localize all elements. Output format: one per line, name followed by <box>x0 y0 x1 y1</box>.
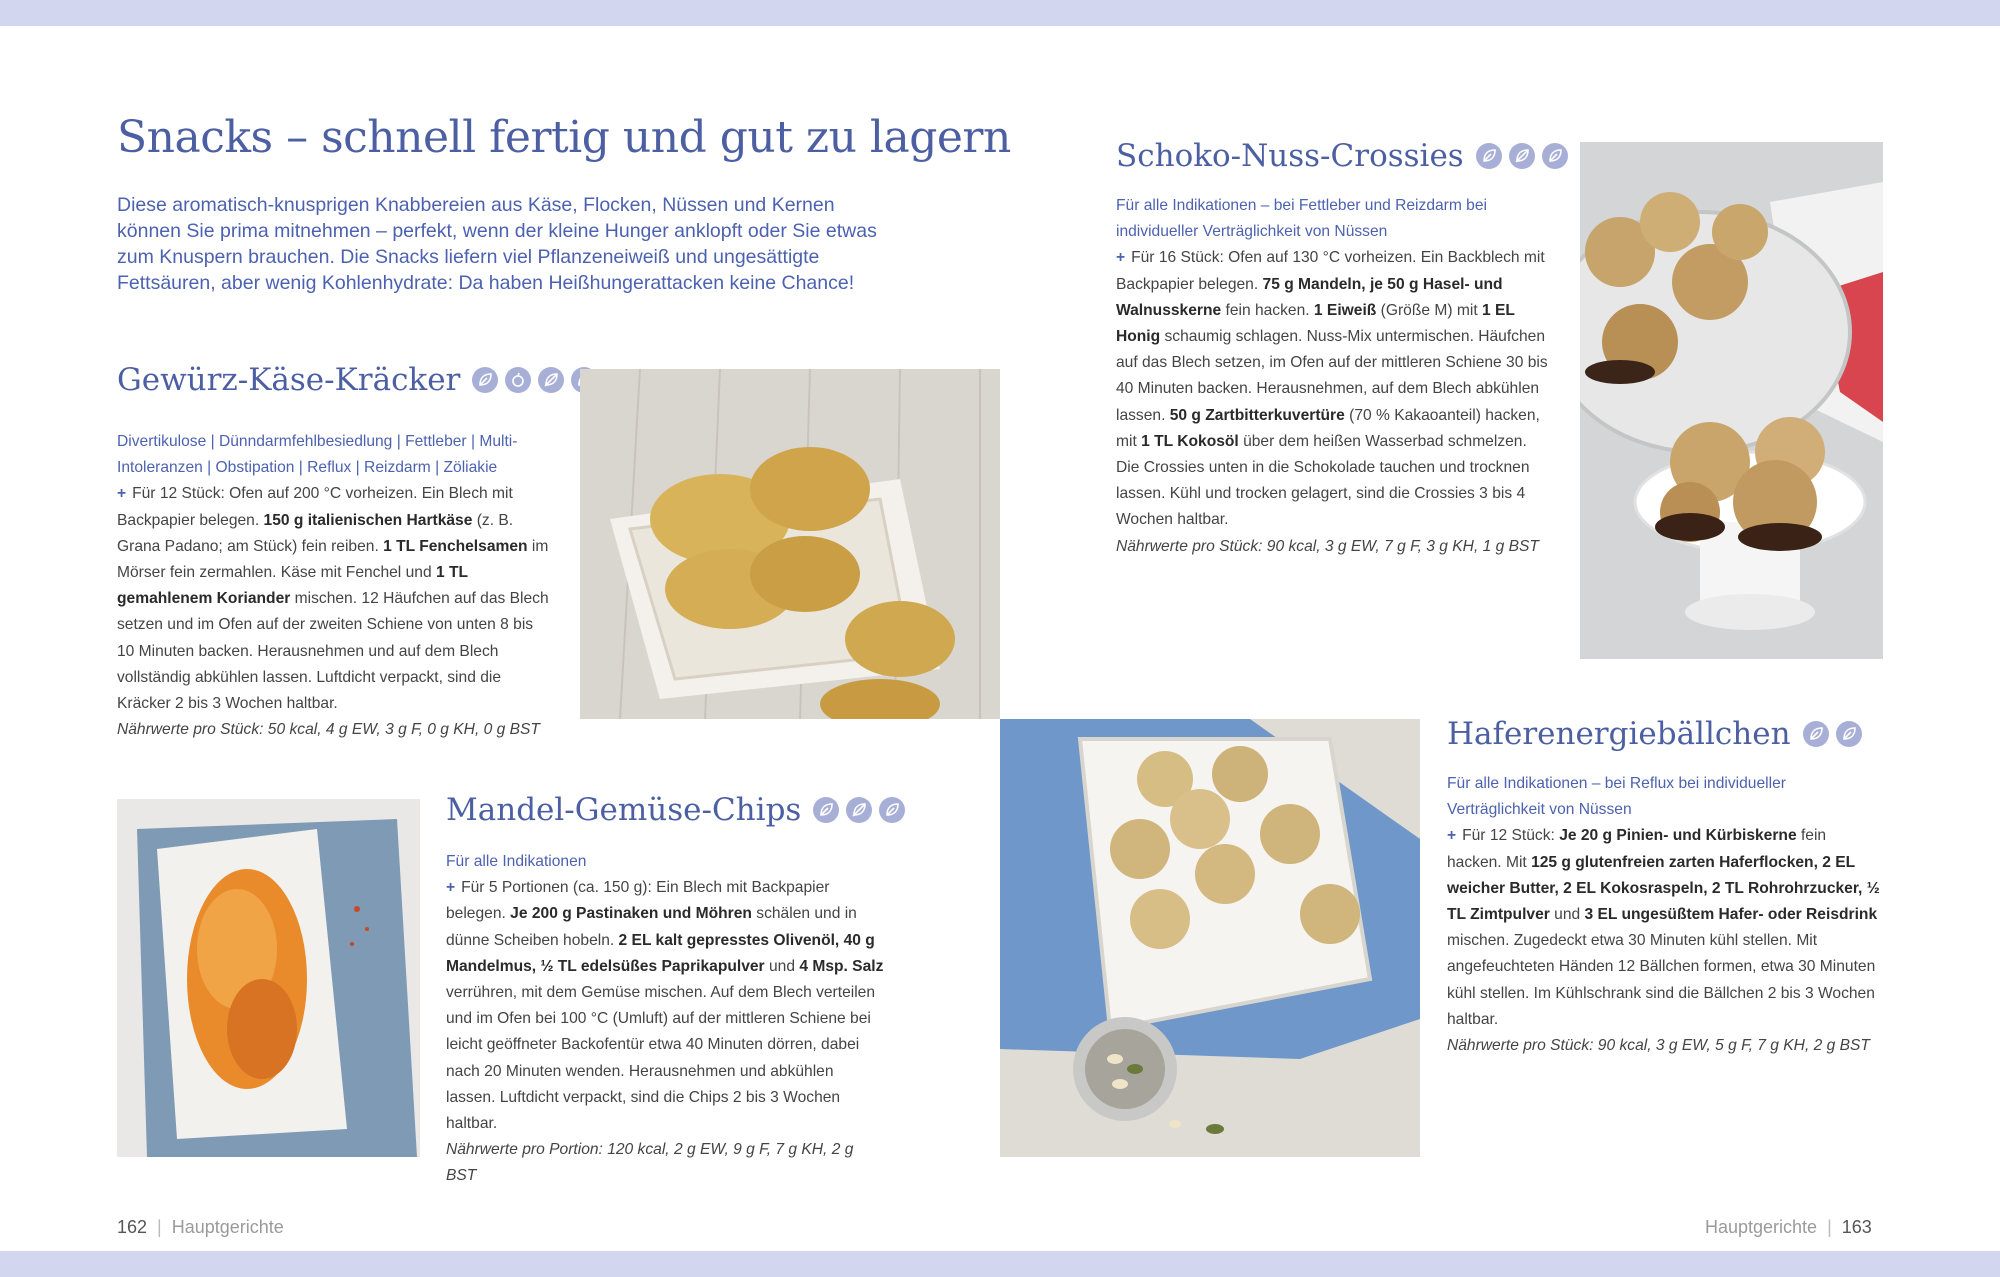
nutrition-info: Nährwerte pro Stück: 50 kcal, 4 g EW, 3 g F, 0 g KH, 0 g BST <box>117 721 540 739</box>
leaf-icon <box>1836 721 1862 747</box>
diet-icons <box>813 797 905 823</box>
slash-leaf-icon <box>1509 143 1535 169</box>
indications: Für alle Indikationen <box>446 853 587 870</box>
recipe-body-crossies <box>1116 193 1554 560</box>
page-number: 162 <box>117 1217 148 1237</box>
section-name: Hauptgerichte <box>171 1217 284 1237</box>
recipe-title-chips <box>446 792 905 828</box>
recipe-title-crossies <box>1116 138 1568 174</box>
nutrition-info: Nährwerte pro Stück: 90 kcal, 3 g EW, 7 g F, 3 g KH, 1 g BST <box>1116 537 1539 555</box>
instructions: + Für 12 Stück: Ofen auf 200 °C vorheizen. Ein Blech mit Backpapier belegen. 150 g italienischen Hartkäse (z. B. Grana Padano; am Stück) fein reiben. 1 TL Fenchelsamen im Mörser fein zermahlen. Käse mit Fenchel und 1 TL gemahlenem Koriander mischen. 12 Häufchen auf das Blech setzen und im Ofen auf der zweiten Schiene von unten 8 bis 10 Minuten backen. Herausnehmen und auf dem Blech vollständig abkühlen lassen. Luftdicht verpackt, sind die Kräcker 2 bis 3 Wochen haltbar. <box>117 485 549 713</box>
leaf-icon <box>1803 721 1829 747</box>
photo-hafer <box>1000 719 1420 1157</box>
leaf-icon <box>879 797 905 823</box>
recipe-title-kraecker <box>117 362 597 398</box>
instructions: + Für 12 Stück: Je 20 g Pinien- und Kürbiskerne fein hacken. Mit 125 g glutenfreien zarten Haferflocken, 2 EL weicher Butter, 2 EL Kokosraspeln, 2 TL Rohrohrzucker, ½ TL Zimtpulver und 3 EL ungesüßtem Hafer- oder Reisdrink mischen. Zugedeckt etwa 30 Minuten kühl stellen. Mit angefeuchteten Händen 12 Bällchen formen, etwa 30 Minuten kühl stellen. Im Kühlschrank sind die Bällchen 2 bis 3 Wochen haltbar. <box>1447 827 1880 1028</box>
recipe-body-chips <box>446 849 884 1190</box>
recipe-body-hafer <box>1447 771 1883 1059</box>
leaf-icon <box>1476 143 1502 169</box>
diet-icons <box>1803 721 1862 747</box>
page-title: Snacks – schnell fertig und gut zu lagern <box>117 112 1011 163</box>
plus-icon: + <box>446 879 456 897</box>
recipe-body-kraecker <box>117 429 553 743</box>
indications: Für alle Indikationen – bei Fettleber und Reizdarm bei individueller Verträglichkeit von Nüssen <box>1116 197 1487 241</box>
leaf-icon <box>472 367 498 393</box>
nutrition-info: Nährwerte pro Portion: 120 kcal, 2 g EW, 9 g F, 7 g KH, 2 g BST <box>446 1141 854 1185</box>
leaf-icon <box>1542 143 1568 169</box>
indications: Für alle Indikationen – bei Reflux bei individueller Verträglichkeit von Nüssen <box>1447 775 1786 819</box>
footer-right: Hauptgerichte | 163 <box>1705 1217 1872 1237</box>
recipe-title-hafer <box>1447 716 1862 752</box>
intro-text: Diese aromatisch-knusprigen Knabbereien aus Käse, Flocken, Nüssen und Kernen können Sie prima mitnehmen – perfekt, wenn der kleine Hunger anklopft oder Sie etwas zum Knuspern brauchen. Die Snacks liefern viel Pflanzeneiweiß und ungesättigte Fettsäuren, aber wenig Kohlenhydrate: Da haben Heißhungerattacken keine Chance! <box>117 194 877 294</box>
recipe-title-text: Schoko-Nuss-Crossies <box>1116 138 1464 174</box>
plus-icon: + <box>1116 249 1126 267</box>
photo-crossies <box>1580 142 1883 659</box>
photo-chips <box>117 799 420 1157</box>
diet-icons <box>1476 143 1568 169</box>
diet-icons <box>472 367 597 393</box>
instructions: + Für 5 Portionen (ca. 150 g): Ein Blech mit Backpapier belegen. Je 200 g Pastinaken und Möhren schälen und in dünne Scheiben hobeln. 2 EL kalt gepresstes Olivenöl, 40 g Mandelmus, ½ TL edelsüßes Paprikapulver und 4 Msp. Salz verrühren, mit dem Gemüse mischen. Auf dem Blech verteilen und im Ofen bei 100 °C (Umluft) auf der mittleren Schiene bei leicht geöffneter Backofentür etwa 40 Minuten dörren, dabei nach 20 Minuten wenden. Herausnehmen und abkühlen lassen. Luftdicht verpackt, sind die Chips 2 bis 3 Wochen haltbar. <box>446 879 884 1133</box>
instructions: + Für 16 Stück: Ofen auf 130 °C vorheizen. Ein Backblech mit Backpapier belegen. 75 g Mandeln, je 50 g Hasel- und Walnusskerne fein hacken. 1 Eiweiß (Größe M) mit 1 EL Honig schaumig schlagen. Nuss-Mix untermischen. Häufchen auf das Blech setzen, im Ofen auf der mittleren Schiene 30 bis 40 Minuten backen. Herausnehmen, auf dem Blech abkühlen lassen. 50 g Zartbitterkuvertüre (70 % Kakaoanteil) hacken, mit 1 TL Kokosöl über dem heißen Wasserbad schmelzen. Die Crossies unten in die Schokolade tauchen und trocknen lassen. Kühl und trocken gelagert, sind die Crossies 3 bis 4 Wochen haltbar. <box>1116 249 1548 529</box>
leaf-icon <box>813 797 839 823</box>
indications: Divertikulose | Dünndarmfehlbesiedlung | Fettleber | Multi-Intoleranzen | Obstipation | Reflux | Reizdarm | Zöliakie <box>117 433 518 477</box>
recipe-title-text: Gewürz-Käse-Kräcker <box>117 362 461 398</box>
slash-leaf-icon <box>846 797 872 823</box>
slash-leaf-icon <box>538 367 564 393</box>
top-color-band <box>0 0 2000 26</box>
page-number: 163 <box>1841 1217 1872 1237</box>
nutrition-info: Nährwerte pro Stück: 90 kcal, 3 g EW, 5 g F, 7 g KH, 2 g BST <box>1447 1037 1870 1055</box>
bottom-color-band <box>0 1251 2000 1277</box>
photo-kraecker <box>580 369 1000 719</box>
recipe-title-text: Mandel-Gemüse-Chips <box>446 792 802 828</box>
apple-icon <box>505 367 531 393</box>
plus-icon: + <box>117 485 127 503</box>
section-name: Hauptgerichte <box>1705 1217 1818 1237</box>
footer-left: 162 | Hauptgerichte <box>117 1217 284 1237</box>
recipe-title-text: Haferenergiebällchen <box>1447 716 1791 752</box>
plus-icon: + <box>1447 827 1457 845</box>
